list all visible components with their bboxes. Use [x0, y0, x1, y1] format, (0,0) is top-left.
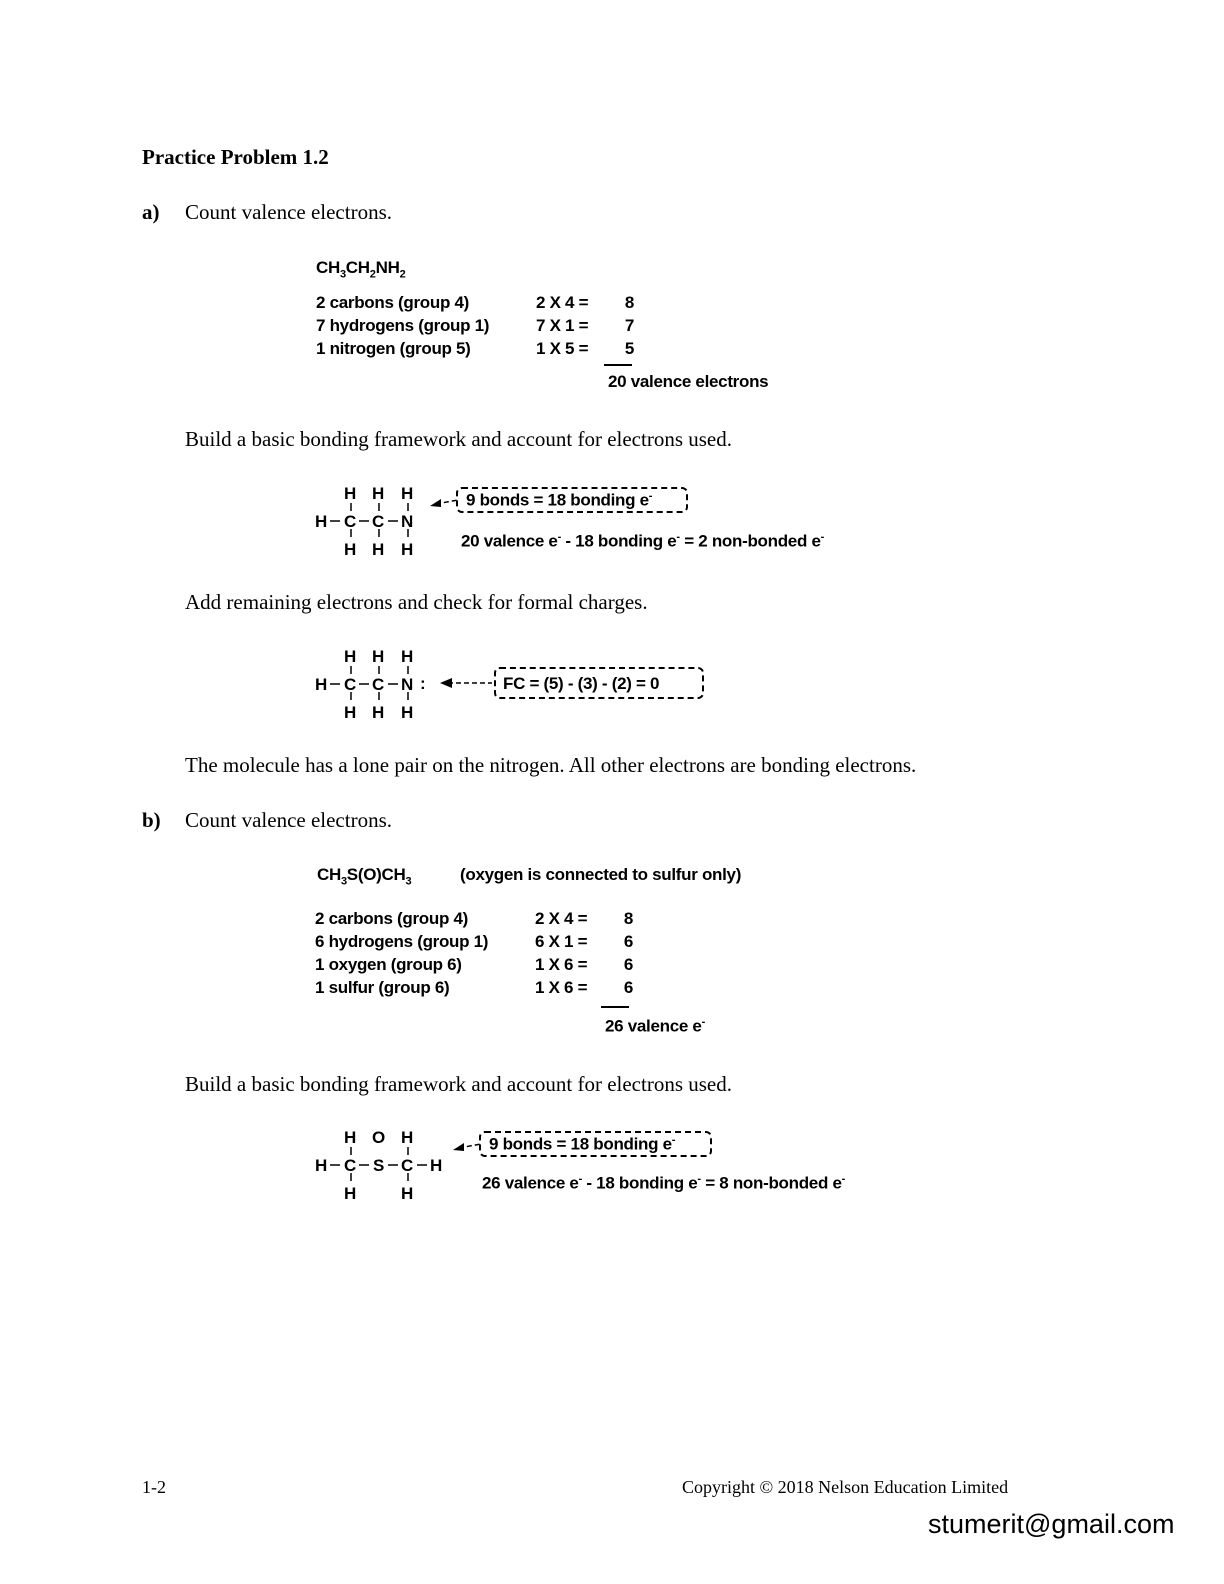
- dashed-arrow-icon: [438, 676, 494, 690]
- atom-h: H: [401, 1128, 414, 1147]
- atom-h: H: [344, 540, 357, 559]
- atom-c: C: [372, 675, 385, 694]
- part-a-step3: Add remaining electrons and check for formal charges.: [185, 590, 648, 614]
- atom-o: O: [372, 1128, 386, 1147]
- value: 5: [624, 339, 634, 358]
- value: 8: [623, 909, 633, 928]
- lone-pair: :: [420, 674, 426, 693]
- calculation: 2 X 4 =: [536, 293, 589, 312]
- atom-h: H: [344, 1184, 357, 1203]
- part-a-electron-equation: 20 valence e- - 18 bonding e- = 2 non-bonded e-: [461, 531, 824, 551]
- part-b-total: 26 valence e-: [605, 1016, 705, 1036]
- atom-count: 1 oxygen (group 6): [315, 955, 462, 974]
- atom-h: H: [315, 512, 328, 531]
- value: 6: [623, 978, 633, 997]
- atom-c: C: [344, 1156, 357, 1175]
- atom-h: H: [401, 484, 414, 503]
- atom-h: H: [344, 703, 357, 722]
- sum-rule: [601, 1006, 629, 1008]
- atom-count: 2 carbons (group 4): [315, 909, 468, 928]
- dmso-framework-structure: [312, 1124, 452, 1204]
- count-row: [315, 978, 1015, 1001]
- count-row: [316, 293, 1016, 316]
- part-b-label: b): [142, 808, 161, 832]
- atom-c: C: [372, 512, 385, 531]
- page-title: Practice Problem 1.2: [142, 145, 329, 169]
- atom-h: H: [372, 647, 385, 666]
- value: 8: [624, 293, 634, 312]
- atom-count: 1 sulfur (group 6): [315, 978, 450, 997]
- atom-c: C: [344, 675, 357, 694]
- copyright: Copyright © 2018 Nelson Education Limited: [682, 1477, 1009, 1497]
- atom-count: 7 hydrogens (group 1): [316, 316, 490, 335]
- atom-h: H: [315, 675, 328, 694]
- part-b-electron-equation: 26 valence e- - 18 bonding e- = 8 non-bonded e-: [482, 1173, 845, 1193]
- calculation: 7 X 1 =: [536, 316, 589, 335]
- atom-count: 6 hydrogens (group 1): [315, 932, 489, 951]
- calculation: 6 X 1 =: [535, 932, 588, 951]
- atom-h: H: [344, 484, 357, 503]
- part-a-label: a): [142, 200, 160, 224]
- count-row: [316, 316, 1016, 339]
- value: 7: [624, 316, 634, 335]
- part-b-bonds-box-text: 9 bonds = 18 bonding e-: [489, 1134, 676, 1154]
- part-b-note: (oxygen is connected to sulfur only): [460, 865, 742, 884]
- watermark-email: stumerit@gmail.com: [928, 1509, 1175, 1539]
- value: 6: [623, 932, 633, 951]
- part-a-step2: Build a basic bonding framework and account for electrons used.: [185, 427, 732, 451]
- count-row: [315, 909, 1015, 932]
- atom-h: H: [401, 647, 414, 666]
- atom-s: S: [373, 1156, 385, 1175]
- atom-n: N: [401, 675, 414, 694]
- calculation: 2 X 4 =: [535, 909, 588, 928]
- atom-h: H: [401, 540, 414, 559]
- atom-h: H: [430, 1156, 443, 1175]
- atom-h: H: [401, 1184, 414, 1203]
- atom-count: 1 nitrogen (group 5): [316, 339, 471, 358]
- count-row: [315, 932, 1015, 955]
- part-b-step1: Count valence electrons.: [185, 808, 393, 832]
- calculation: 1 X 6 =: [535, 978, 588, 997]
- part-b-formula: $CH_3S(O)CH_3$: [317, 865, 412, 888]
- atom-h: H: [372, 540, 385, 559]
- value: 6: [623, 955, 633, 974]
- calculation: 1 X 5 =: [536, 339, 589, 358]
- atom-h: H: [344, 1128, 357, 1147]
- sum-rule: [604, 364, 632, 366]
- part-a-step1: Count valence electrons.: [185, 200, 393, 224]
- part-b-step2: Build a basic bonding framework and account for electrons used.: [185, 1072, 732, 1096]
- atom-c: C: [401, 1156, 414, 1175]
- atom-c: C: [344, 512, 357, 531]
- part-a-formal-charge: FC = (5) - (3) - (2) = 0: [503, 674, 660, 693]
- part-a-conclusion: The molecule has a lone pair on the nitrogen. All other electrons are bonding electrons.: [185, 753, 917, 777]
- atom-h: H: [372, 703, 385, 722]
- atom-n: N: [401, 512, 414, 531]
- ethylamine-framework-structure: [312, 480, 432, 560]
- count-row: [315, 955, 1015, 978]
- page-number: 1-2: [142, 1477, 166, 1497]
- ethylamine-lone-pair-structure: [312, 643, 442, 723]
- atom-h: H: [315, 1156, 328, 1175]
- part-a-bonds-box-text: 9 bonds = 18 bonding e-: [466, 490, 653, 510]
- atom-h: H: [372, 484, 385, 503]
- calculation: 1 X 6 =: [535, 955, 588, 974]
- atom-h: H: [401, 703, 414, 722]
- atom-h: H: [344, 647, 357, 666]
- part-a-formula: $CH_3CH_2NH_2$: [316, 258, 406, 281]
- count-row: [316, 339, 1016, 362]
- part-a-total: 20 valence electrons: [608, 372, 769, 391]
- atom-count: 2 carbons (group 4): [316, 293, 469, 312]
